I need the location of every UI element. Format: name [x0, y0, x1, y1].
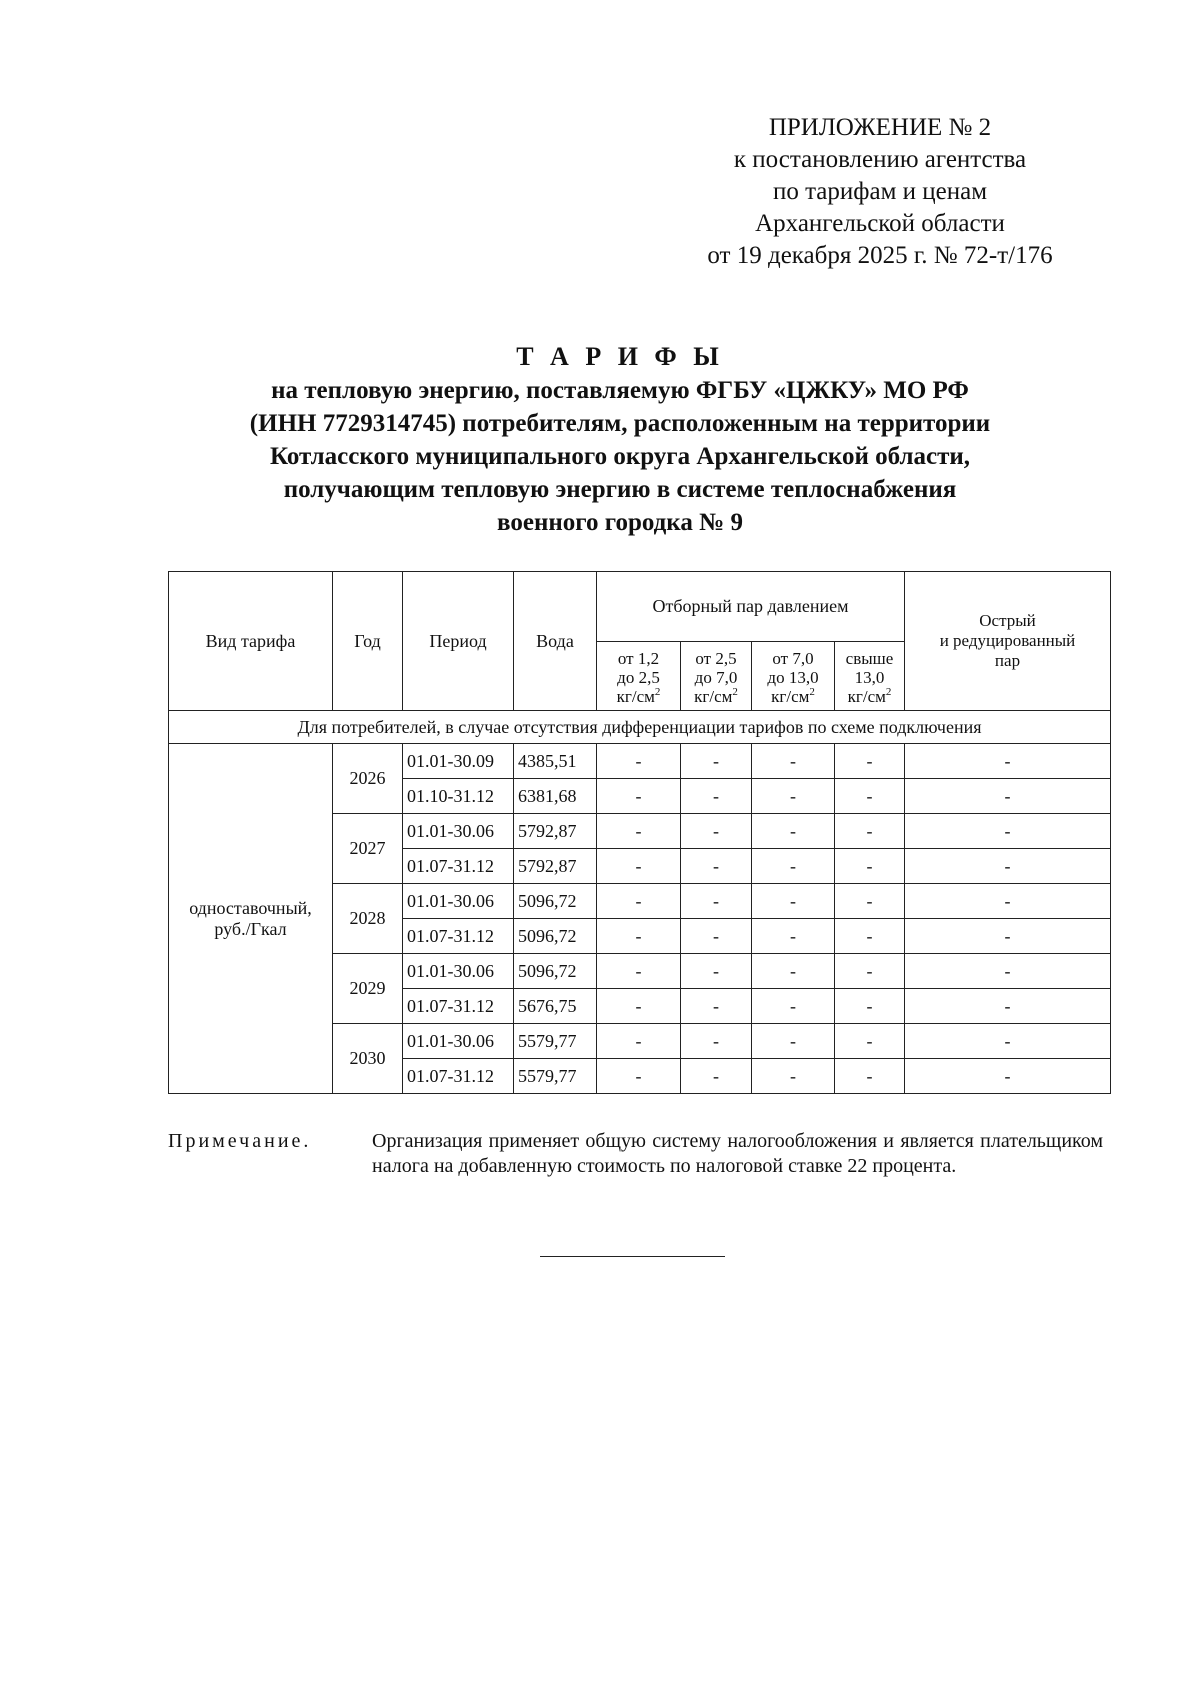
- steam-cell: -: [752, 884, 835, 919]
- water-cell: 6381,68: [514, 779, 597, 814]
- steam-col-line: до 7,0: [694, 667, 738, 687]
- section-row: Для потребителей, в случае отсутствия дифференциации тарифов по схеме подключения: [169, 711, 1111, 744]
- steam-cell: -: [835, 884, 905, 919]
- header-sharp-steam: [905, 572, 1111, 711]
- period-cell: 01.01-30.06: [403, 814, 514, 849]
- steam-cell: -: [752, 814, 835, 849]
- header-sharp-steam-line: Острый: [979, 611, 1036, 630]
- steam-cell: -: [681, 884, 752, 919]
- steam-col-unit: [835, 687, 904, 706]
- period-cell: 01.01-30.06: [403, 954, 514, 989]
- steam-cell: -: [681, 1024, 752, 1059]
- steam-cell: -: [681, 849, 752, 884]
- steam-col-line: свыше: [845, 648, 894, 668]
- steam-col-unit: [752, 687, 834, 706]
- appendix-line: по тарифам и ценам: [772, 178, 988, 205]
- period-cell: 01.07-31.12: [403, 989, 514, 1024]
- steam-cell: -: [597, 1059, 681, 1094]
- unit-sup: 2: [732, 685, 738, 698]
- note-label: Примечание.: [168, 1130, 312, 1152]
- steam-col-unit: [597, 687, 680, 706]
- steam-cell: -: [597, 1024, 681, 1059]
- note-text: Организация применяет общую систему налогообложения и является плательщиком налога на добавленную стоимость по налоговой ставке 22 процента.: [372, 1130, 1103, 1177]
- header-steam-col-1: [597, 642, 681, 711]
- water-cell: 5579,77: [514, 1024, 597, 1059]
- steam-cell: -: [752, 1024, 835, 1059]
- steam-cell: -: [752, 1059, 835, 1094]
- period-cell: 01.01-30.09: [403, 744, 514, 779]
- steam-col-line: 13,0: [854, 667, 885, 687]
- sharp-steam-cell: -: [905, 744, 1111, 779]
- water-cell: 5096,72: [514, 884, 597, 919]
- sharp-steam-cell: -: [905, 919, 1111, 954]
- header-sharp-steam-line: пар: [994, 651, 1021, 670]
- steam-cell: -: [752, 919, 835, 954]
- unit-text: кг/см: [847, 686, 886, 706]
- year-cell: 2028: [333, 884, 403, 954]
- header-water: Вода: [514, 572, 597, 711]
- title-heading: Т А Р И Ф Ы: [516, 342, 724, 371]
- period-cell: 01.07-31.12: [403, 849, 514, 884]
- steam-cell: -: [835, 1024, 905, 1059]
- unit-text: кг/см: [616, 686, 655, 706]
- sharp-steam-cell: -: [905, 779, 1111, 814]
- steam-cell: -: [681, 779, 752, 814]
- steam-cell: -: [597, 919, 681, 954]
- steam-cell: -: [752, 849, 835, 884]
- steam-cell: -: [752, 954, 835, 989]
- water-cell: 4385,51: [514, 744, 597, 779]
- header-year: Год: [333, 572, 403, 711]
- unit-text: кг/см: [771, 686, 810, 706]
- unit-sup: 2: [809, 685, 815, 698]
- steam-cell: -: [681, 954, 752, 989]
- steam-cell: -: [835, 814, 905, 849]
- header-steam-col-4: [835, 642, 905, 711]
- sharp-steam-cell: -: [905, 884, 1111, 919]
- tariff-table: [168, 571, 1111, 1094]
- title-line: Котласского муниципального округа Архангельской области,: [269, 443, 971, 470]
- tariff-name-cell: [169, 744, 333, 1094]
- sharp-steam-cell: -: [905, 1059, 1111, 1094]
- steam-cell: -: [597, 884, 681, 919]
- sharp-steam-cell: -: [905, 954, 1111, 989]
- steam-cell: -: [681, 814, 752, 849]
- steam-cell: -: [597, 849, 681, 884]
- title-line: на тепловую энергию, поставляемую ФГБУ «ЦЖКУ» МО РФ: [271, 377, 969, 404]
- period-cell: 01.01-30.06: [403, 884, 514, 919]
- steam-col-line: от 1,2: [617, 648, 660, 668]
- appendix-line: к постановлению агентства: [733, 146, 1027, 173]
- year-cell: 2027: [333, 814, 403, 884]
- header-steam-col-3: [752, 642, 835, 711]
- water-cell: 5792,87: [514, 849, 597, 884]
- sharp-steam-cell: -: [905, 814, 1111, 849]
- steam-cell: -: [681, 1059, 752, 1094]
- year-cell: 2026: [333, 744, 403, 814]
- appendix-line: Архангельской области: [755, 210, 1005, 237]
- document-title: [160, 340, 1080, 539]
- steam-col-line: от 2,5: [695, 648, 737, 668]
- tariff-name-line: руб./Гкал: [214, 918, 287, 939]
- sharp-steam-cell: -: [905, 1024, 1111, 1059]
- steam-cell: -: [597, 954, 681, 989]
- header-sharp-steam-line: и редуцированный: [939, 631, 1076, 650]
- steam-cell: -: [752, 744, 835, 779]
- header-steam-group: Отборный пар давлением: [597, 572, 905, 642]
- steam-cell: -: [835, 919, 905, 954]
- year-cell: 2029: [333, 954, 403, 1024]
- sharp-steam-cell: -: [905, 989, 1111, 1024]
- period-cell: 01.07-31.12: [403, 1059, 514, 1094]
- appendix-line: ПРИЛОЖЕНИЕ № 2: [768, 114, 992, 141]
- unit-sup: 2: [654, 685, 661, 698]
- steam-col-line: от 7,0: [772, 648, 814, 668]
- period-cell: 01.07-31.12: [403, 919, 514, 954]
- appendix-line: от 19 декабря 2025 г. № 72-т/176: [707, 242, 1053, 269]
- steam-cell: -: [597, 989, 681, 1024]
- steam-cell: -: [597, 814, 681, 849]
- steam-cell: -: [835, 989, 905, 1024]
- period-cell: 01.01-30.06: [403, 1024, 514, 1059]
- steam-cell: -: [835, 849, 905, 884]
- header-steam-col-2: [681, 642, 752, 711]
- year-cell: 2030: [333, 1024, 403, 1094]
- water-cell: 5792,87: [514, 814, 597, 849]
- water-cell: 5096,72: [514, 954, 597, 989]
- title-line: получающим тепловую энергию в системе теплоснабжения: [283, 476, 957, 503]
- steam-cell: -: [752, 779, 835, 814]
- sharp-steam-cell: -: [905, 849, 1111, 884]
- steam-col-unit: [681, 687, 751, 706]
- steam-cell: -: [835, 954, 905, 989]
- period-cell: 01.10-31.12: [403, 779, 514, 814]
- steam-cell: -: [835, 744, 905, 779]
- unit-text: кг/см: [694, 686, 733, 706]
- closing-rule: [540, 1256, 725, 1257]
- steam-cell: -: [597, 779, 681, 814]
- steam-cell: -: [681, 989, 752, 1024]
- steam-cell: -: [835, 1059, 905, 1094]
- steam-cell: -: [681, 744, 752, 779]
- title-line: (ИНН 7729314745) потребителям, расположенным на территории: [249, 410, 991, 437]
- water-cell: 5676,75: [514, 989, 597, 1024]
- water-cell: 5096,72: [514, 919, 597, 954]
- steam-cell: -: [681, 919, 752, 954]
- header-tariff-type: Вид тарифа: [169, 572, 333, 711]
- steam-cell: -: [835, 779, 905, 814]
- title-line: военного городка № 9: [497, 509, 743, 536]
- steam-cell: -: [752, 989, 835, 1024]
- steam-cell: -: [597, 744, 681, 779]
- steam-col-line: до 13,0: [767, 667, 819, 687]
- unit-sup: 2: [885, 685, 892, 698]
- appendix-block: [600, 112, 1160, 272]
- water-cell: 5579,77: [514, 1059, 597, 1094]
- steam-col-line: до 2,5: [617, 667, 660, 687]
- header-period: Период: [403, 572, 514, 711]
- tariff-name-line: одноставочный,: [189, 897, 312, 918]
